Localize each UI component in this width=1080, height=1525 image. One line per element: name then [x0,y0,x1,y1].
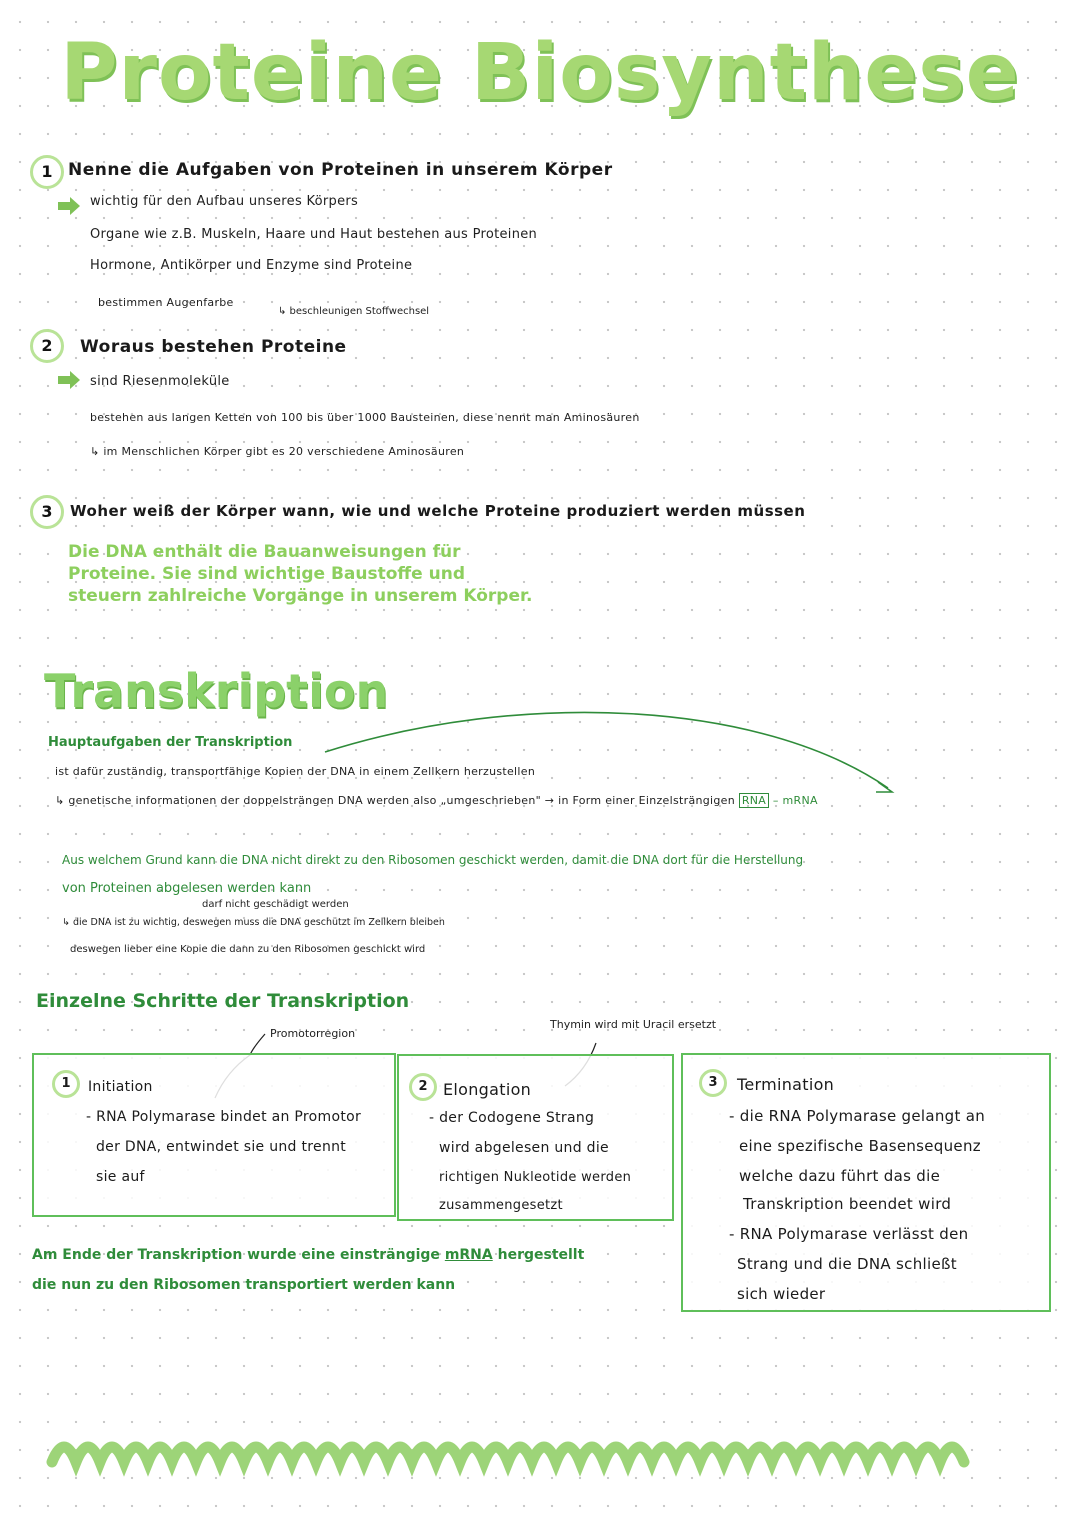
summary-line-1-text: Am Ende der Transkription wurde eine einsträngige [32,1247,440,1263]
q2-line-1: sind Riesenmoleküle [90,374,230,389]
step-box-termination [681,1053,1051,1312]
sub-heading-hauptaufgaben: Hauptaufgaben der Transkription [48,735,293,750]
step-title-elongation: Elongation [443,1080,532,1099]
question-2: Woraus bestehen Proteine [80,337,347,357]
rna-box: RNA [739,793,769,808]
step-3-line-6: Strang und die DNA schließt [737,1255,957,1273]
transkription-line-1: ist dafür zuständig, transportfähige Kopien der DNA in einem Zellkern herzustellen [55,765,536,778]
step-1-line-2: der DNA, entwindet sie und trennt [96,1139,347,1155]
step-number-3: 3 [699,1069,727,1097]
q1-line-5: ↳ beschleunigen Stoffwechsel [278,306,430,317]
question-1: Nenne die Aufgaben von Proteinen in unserem Körper [68,160,613,180]
page-title: Proteine Biosynthese [60,28,1020,118]
step-2-line-2: wird abgelesen und die [439,1140,609,1156]
step-box-elongation [397,1054,674,1221]
step-1-line-1: - RNA Polymarase bindet an Promotor [86,1109,362,1125]
why-question-line-2: von Proteinen abgelesen werden kann [62,881,312,896]
q1-line-1: wichtig für den Aufbau unseres Körpers [90,194,359,209]
number-badge-3: 3 [30,495,64,529]
step-title-termination: Termination [737,1075,835,1094]
q2-line-2: bestehen aus langen Ketten von 100 bis über 1000 Bausteinen, diese nennt man Aminosäuren [90,411,640,424]
step-2-line-3: richtigen Nukleotide werden [439,1170,632,1185]
step-1-line-3: sie auf [96,1169,145,1185]
promotor-label: Promotorregion [270,1027,356,1040]
summary-line-1 [32,1247,584,1263]
section-heading-transkription: Transkription [44,664,389,718]
step-2-line-4: zusammengesetzt [439,1198,563,1213]
number-badge-2: 2 [30,329,64,363]
step-3-line-7: sich wieder [737,1285,826,1303]
step-3-line-3: welche dazu führt das die [739,1167,941,1185]
q1-line-2: Organe wie z.B. Muskeln, Haare und Haut bestehen aus Proteinen [90,227,538,242]
q1-line-3: Hormone, Antikörper und Enzyme sind Proteine [90,258,413,273]
step-3-line-4: Transkription beendet wird [743,1195,952,1213]
why-answer-line-1: ↳ die DNA ist zu wichtig, deswegen muss die DNA geschützt im Zellkern bleiben [62,917,445,928]
step-number-1: 1 [52,1070,80,1098]
why-answer-line-2: deswegen lieber eine Kopie die dann zu den Ribosomen geschickt wird [70,944,426,955]
number-badge-1: 1 [30,155,64,189]
thymin-label: Thymin wird mit Uracil ersetzt [550,1018,717,1031]
mrna-label: – mRNA [772,794,818,807]
summary-line-2: die nun zu den Ribosomen transportiert werden kann [32,1277,456,1293]
step-3-line-5: - RNA Polymarase verlässt den [729,1225,969,1243]
step-title-initiation: Initiation [88,1079,153,1095]
step-box-initiation [32,1053,396,1217]
transkription-line-2-text: ↳ genetische informationen der doppelsträngen DNA werden also „umgeschrieben" → in Form einer Einzelsträngigen [55,794,736,807]
q1-line-4: bestimmen Augenfarbe [98,296,234,309]
step-3-line-2: eine spezifische Basensequenz [739,1137,981,1155]
step-number-2: 2 [409,1073,437,1101]
step-2-line-1: - der Codogene Strang [429,1110,595,1126]
transkription-line-2 [55,794,818,807]
question-3: Woher weiß der Körper wann, wie und welche Proteine produziert werden müssen [70,502,806,520]
summary-line-1-end: hergestellt [497,1247,585,1263]
why-note: darf nicht geschädigt werden [202,899,349,910]
q2-line-3: ↳ im Menschlichen Körper gibt es 20 verschiedene Aminosäuren [90,445,465,458]
steps-heading: Einzelne Schritte der Transkription [36,990,410,1012]
answer-3: Die DNA enthält die Bauanweisungen für Proteine. Sie sind wichtige Baustoffe und steuern zahlreiche Vorgänge in unserem Körper. [68,542,533,606]
step-3-line-1: - die RNA Polymarase gelangt an [729,1107,986,1125]
summary-mrna: mRNA [444,1247,493,1263]
why-question-line-1: Aus welchem Grund kann die DNA nicht direkt zu den Ribosomen geschickt werden, damit die DNA dort für die Herstellung [62,853,804,867]
